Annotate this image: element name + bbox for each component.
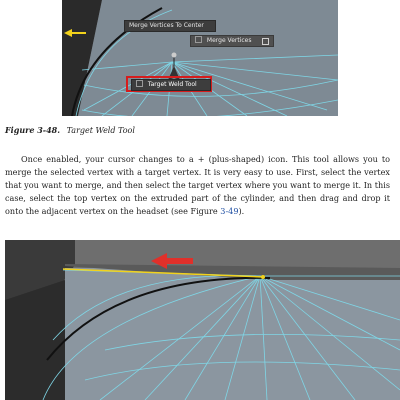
figure-caption	[5, 125, 135, 135]
merge-icon	[195, 36, 202, 43]
menu-item-merge-to-center[interactable]	[124, 20, 216, 32]
target-vertex	[261, 275, 265, 279]
figure-3-48-screenshot	[62, 0, 338, 116]
menu-item-label: Merge Vertices	[206, 37, 252, 44]
weld-tool-icon	[136, 80, 143, 87]
menu-item-merge-vertices[interactable]	[190, 35, 274, 47]
mesh-surface	[78, 0, 338, 116]
figure-3-49-screenshot	[5, 240, 400, 400]
body-text: Once enabled, your cursor changes to a + (plus-shaped) icon. This tool allows you to merge the selected vertex with a target vertex. It is very easy to use. First, select the vertex that you want to merge, and then select the target vertex where you want to merge it. In this case, select the top vertex on the extruded part of the cylinder, and then drag and drop it onto the adjacent vertex on the headset (see Figure	[5, 154, 390, 216]
cylinder-surface	[65, 268, 400, 400]
viewport-wireframe	[62, 0, 338, 116]
menu-item-label: Target Weld Tool	[147, 81, 197, 88]
body-paragraph	[5, 153, 390, 218]
viewport-wireframe-2	[5, 240, 400, 400]
highlight-box	[126, 76, 212, 92]
menu-item-label: Merge Vertices To Center	[129, 22, 204, 29]
menu-item-target-weld-tool[interactable]	[131, 79, 211, 91]
caption-title: Target Weld Tool	[66, 126, 135, 135]
figure-reference-link[interactable]: 3-49	[220, 206, 239, 216]
body-text-end: ).	[238, 206, 245, 216]
caption-label: Figure 3-48.	[5, 125, 61, 135]
headset-shadow	[5, 280, 65, 400]
option-box-icon[interactable]	[262, 38, 269, 45]
